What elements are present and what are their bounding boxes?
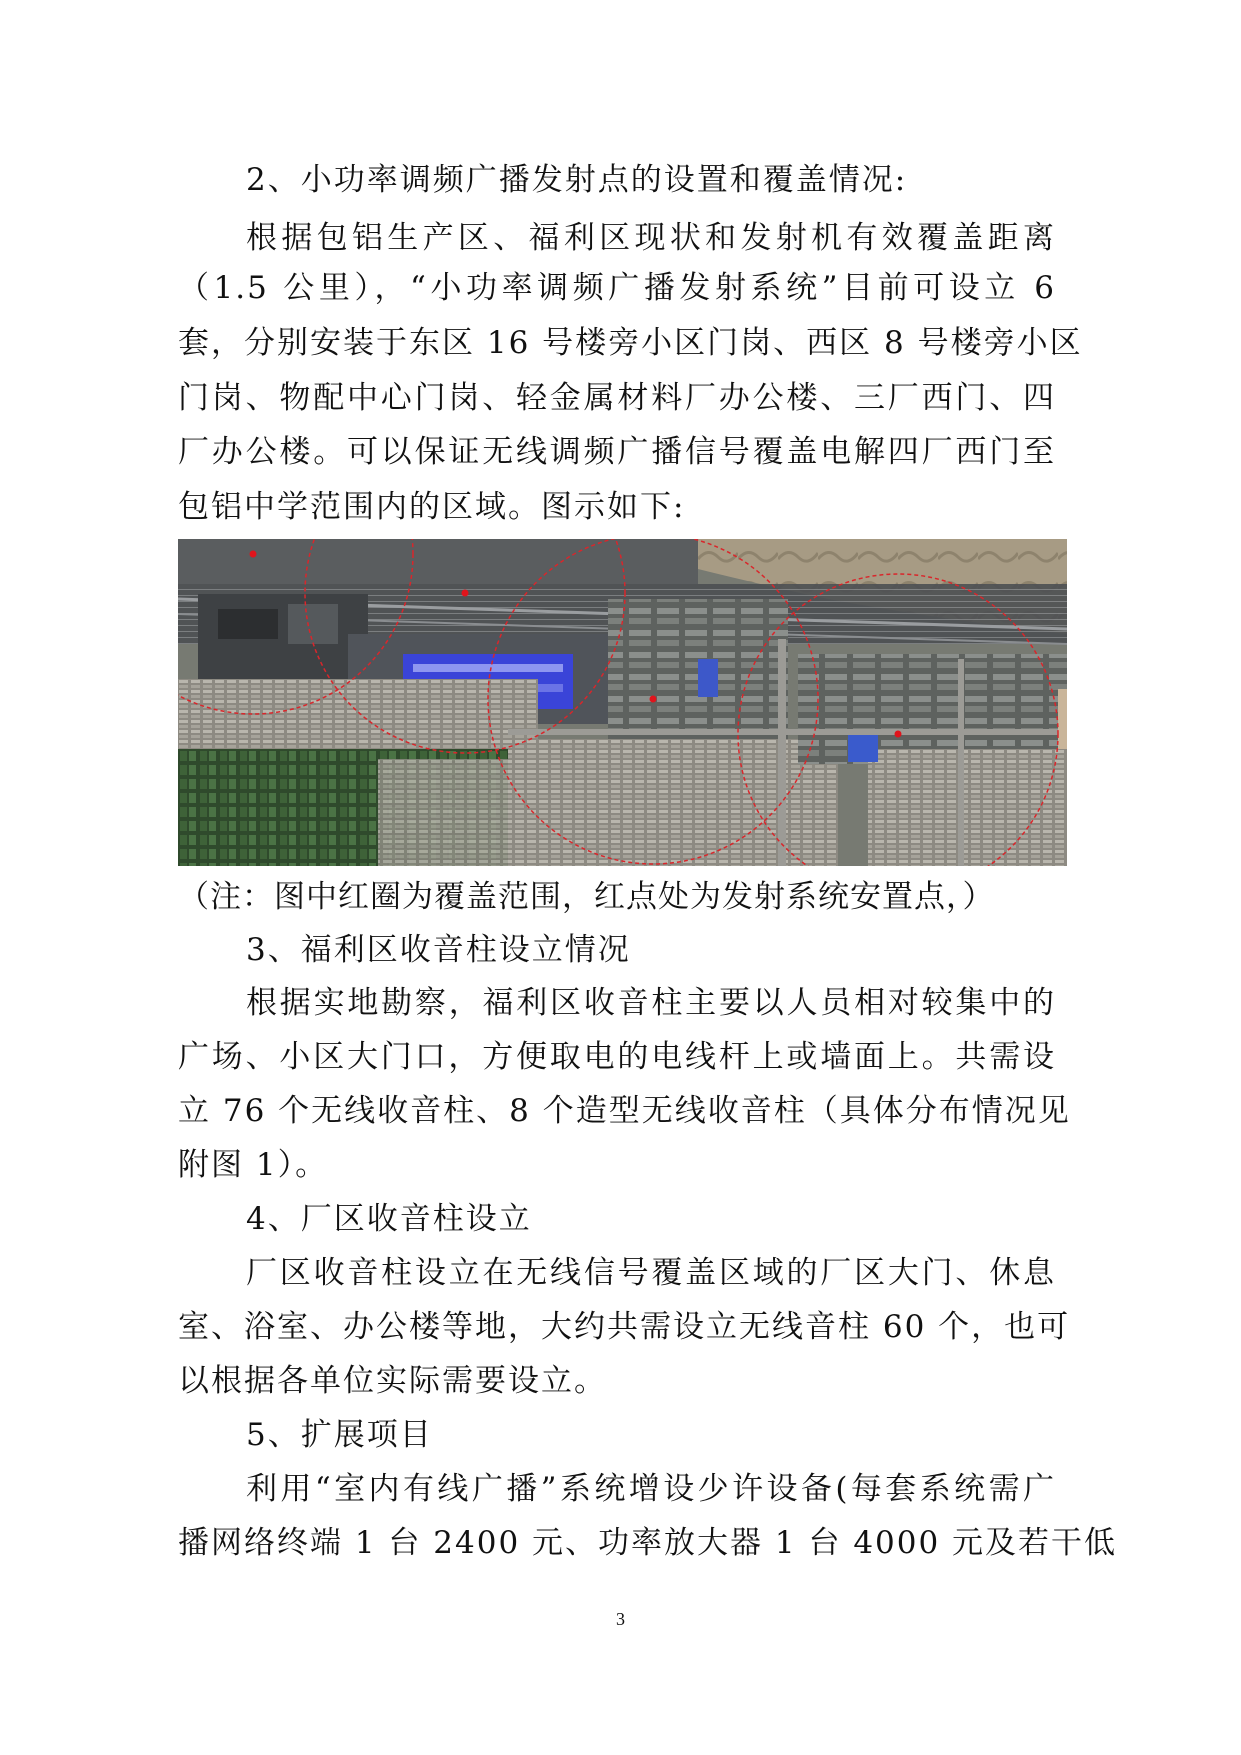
page-number: 3 bbox=[616, 1609, 625, 1629]
paragraph-line: 厂办公楼。可以保证无线调频广播信号覆盖电解四厂西门至 bbox=[178, 434, 1056, 470]
section-4-heading: 4、厂区收音柱设立 bbox=[246, 1201, 532, 1237]
section-3-heading: 3、福利区收音柱设立情况 bbox=[246, 932, 631, 968]
paragraph-line: 根据包铝生产区、福利区现状和发射机有效覆盖距离 bbox=[246, 220, 1056, 256]
paragraph-line: 播网络终端 1 台 2400 元、功率放大器 1 台 4000 元及若干低 bbox=[178, 1525, 1118, 1561]
paragraph-line: 附图 1）。 bbox=[178, 1147, 329, 1183]
paragraph-line: （1.5 公里），“小功率调频广播发射系统”目前可设立 6 bbox=[178, 270, 1056, 306]
paragraph-line: 厂区收音柱设立在无线信号覆盖区域的厂区大门、休息 bbox=[246, 1255, 1056, 1291]
paragraph-line: 以根据各单位实际需要设立。 bbox=[178, 1363, 607, 1399]
map-note: （注：图中红圈为覆盖范围，红点处为发射系统安置点，） bbox=[178, 879, 995, 915]
map-graphic bbox=[178, 539, 1067, 866]
paragraph-line: 门岗、物配中心门岗、轻金属材料厂办公楼、三厂西门、四 bbox=[178, 380, 1056, 416]
paragraph-line: 立 76 个无线收音柱、8 个造型无线收音柱（具体分布情况见 bbox=[178, 1093, 1071, 1129]
paragraph-line: 套，分别安装于东区 16 号楼旁小区门岗、西区 8 号楼旁小区 bbox=[178, 325, 1083, 361]
paragraph-line: 根据实地勘察，福利区收音柱主要以人员相对较集中的 bbox=[246, 985, 1056, 1021]
paragraph-line: 包铝中学范围内的区域。图示如下: bbox=[178, 489, 686, 525]
paragraph-line: 室、浴室、办公楼等地，大约共需设立无线音柱 60 个，也可 bbox=[178, 1309, 1071, 1345]
paragraph-line: 广场、小区大门口，方便取电的电线杆上或墙面上。共需设 bbox=[178, 1039, 1056, 1075]
section-5-heading: 5、扩展项目 bbox=[246, 1417, 433, 1453]
coverage-satellite-map bbox=[178, 539, 1067, 866]
section-2-heading: 2、小功率调频广播发射点的设置和覆盖情况: bbox=[246, 162, 908, 198]
paragraph-line: 利用“室内有线广播”系统增设少许设备(每套系统需广 bbox=[246, 1471, 1056, 1507]
